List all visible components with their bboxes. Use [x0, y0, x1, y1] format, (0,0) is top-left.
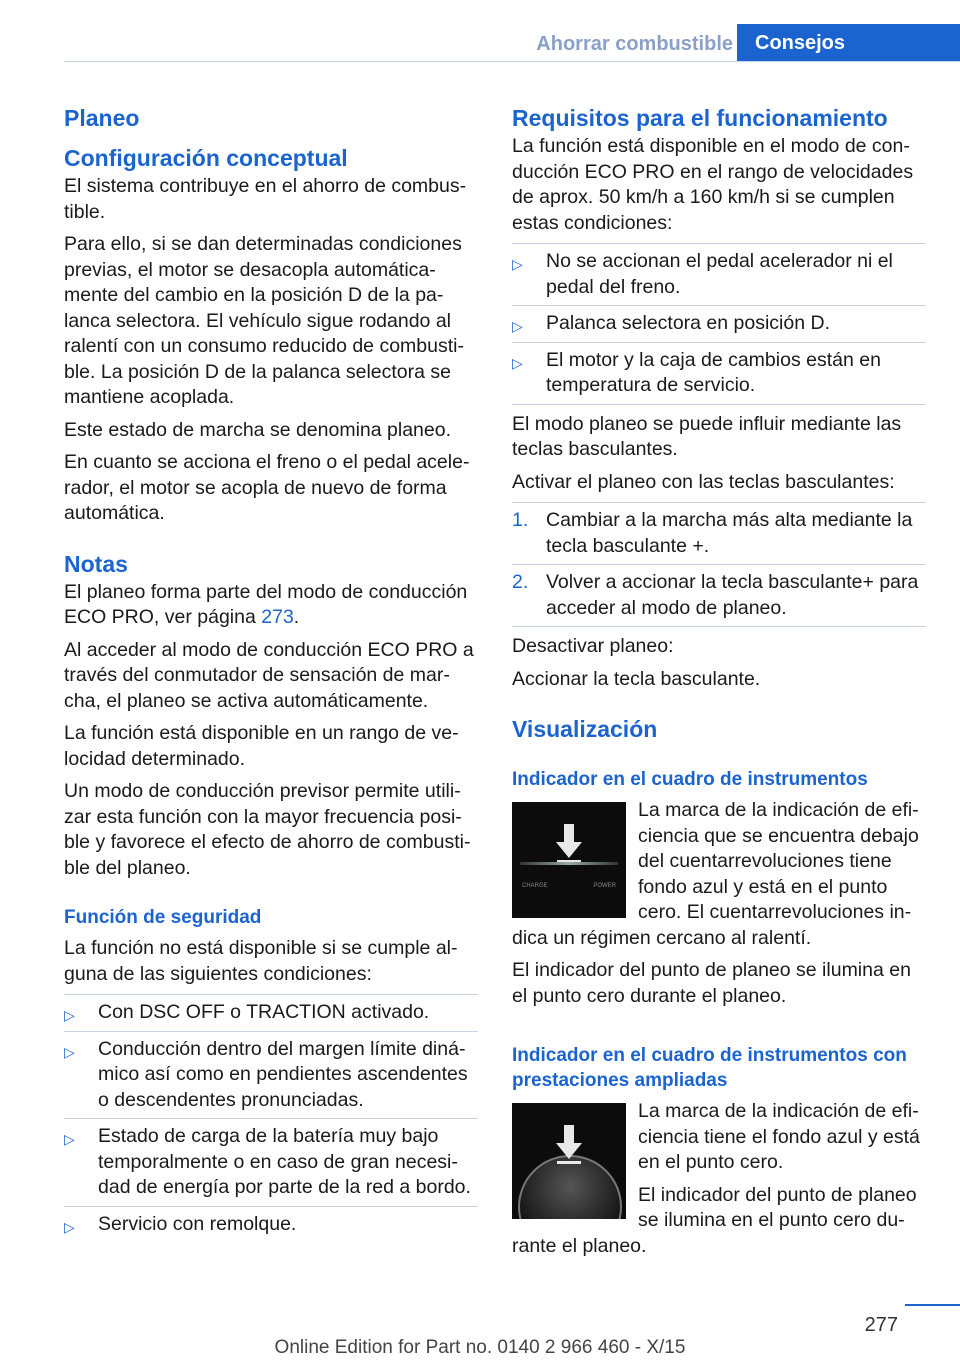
extended-cluster-image: [512, 1103, 626, 1219]
paragraph: El indicador del punto de planeo se ilumina en el punto cero durante el planeo.: [512, 959, 911, 1007]
paragraph: Activar el planeo con las teclas basculantes:: [512, 470, 895, 493]
paragraph: Este estado de marcha se denomina planeo.: [64, 418, 452, 441]
paragraph: La marca de la indicación de eficiencia que se encuentra debajo del cuentarrevoluciones tiene fondo azul y está en el punto cero. El cuentarrevoluciones indica un régimen cercano al ralentí.: [512, 799, 919, 949]
safety-conditions-list: [64, 994, 478, 1242]
triangle-bullet-icon: ▷: [64, 1007, 75, 1023]
paragraph: El modo planeo se puede influir mediante las teclas basculantes.: [512, 412, 902, 460]
paragraph: Desactivar planeo:: [512, 635, 674, 657]
down-arrow-icon: [554, 1125, 584, 1165]
triangle-bullet-icon: ▷: [512, 318, 523, 334]
left-column: [64, 96, 478, 1249]
header-section-title: Ahorrar combustible: [536, 33, 733, 55]
list-item: ▷ Con DSC OFF o TRACTION activado.: [64, 995, 478, 1032]
step-number: 2.: [512, 571, 529, 593]
paragraph: La función está disponible en el modo de conducción ECO PRO en el rango de velocidades de aprox. 50 km/h a 160 km/h si se cumplen estas condiciones:: [512, 135, 914, 234]
footer-edition: Online Edition for Part no. 0140 2 966 460 - X/15: [274, 1337, 686, 1358]
paragraph: La marca de la indicación de eficiencia tiene el fondo azul y está en el punto cero.: [638, 1100, 920, 1173]
heading-visualization: Visualización: [512, 716, 658, 742]
paragraph: Al acceder al modo de conducción ECO PRO a través del conmutador de sensación de marcha, el planeo se activa automáticamente.: [64, 638, 474, 712]
triangle-bullet-icon: ▷: [64, 1131, 75, 1147]
list-item: 2. Volver a accionar la tecla basculante+ para acceder al modo de planeo.: [512, 565, 926, 627]
paragraph: El indicador del punto de planeo se ilumina en el punto cero durante el planeo.: [512, 1183, 917, 1257]
triangle-bullet-icon: ▷: [512, 354, 523, 371]
list-item: ▷ No se accionan el pedal acelerador ni el pedal del freno.: [512, 244, 926, 306]
triangle-bullet-icon: ▷: [64, 1218, 75, 1235]
list-item: ▷ Estado de carga de la batería muy bajo temporalmente o en caso de gran necesidad de energía por parte de la red a bordo.: [64, 1119, 478, 1207]
instrument-cluster-image: [512, 802, 626, 918]
heading-notes: Notas: [64, 550, 128, 577]
paragraph: El sistema contribuye en el ahorro de combustible.: [64, 175, 467, 223]
requirements-list: [512, 243, 926, 405]
charge-label: CHARGE: [522, 883, 548, 889]
paragraph: El planeo forma parte del modo de conducción ECO PRO, ver página 273.: [64, 580, 468, 628]
header-rule: [64, 61, 960, 62]
paragraph: Un modo de conducción previsor permite utilizar esta función con la mayor frecuencia posible y favorece el efecto de ahorro de combustible del planeo.: [64, 780, 471, 879]
down-arrow-icon: [554, 824, 584, 864]
list-item: 1. Cambiar a la marcha más alta mediante la tecla basculante +.: [512, 503, 926, 565]
heading-concept: Configuración conceptual: [64, 145, 348, 171]
heading-indicator-standard: Indicador en el cuadro de instrumentos: [512, 769, 868, 790]
triangle-bullet-icon: ▷: [64, 1043, 75, 1060]
heading-indicator-extended: Indicador en el cuadro de instrumentos con prestaciones ampliadas: [512, 1045, 907, 1091]
paragraph: La función está disponible en un rango de velocidad determinado.: [64, 722, 459, 770]
list-item: ▷ El motor y la caja de cambios están en temperatura de servicio.: [512, 343, 926, 405]
steps-list: [512, 502, 926, 627]
right-column: [512, 96, 926, 1266]
triangle-bullet-icon: ▷: [512, 256, 523, 272]
heading-requirements: Requisitos para el funcionamiento: [512, 105, 888, 131]
power-label: POWER: [593, 883, 616, 889]
paragraph: Accionar la tecla basculante.: [512, 667, 761, 690]
list-item: ▷ Palanca selectora en posición D.: [512, 306, 926, 343]
paragraph: La función no está disponible si se cumple alguna de las siguientes condiciones:: [64, 937, 458, 985]
paragraph: Para ello, si se dan determinadas condiciones previas, el motor se desacopla automáticamente del cambio en la posición D de la palanca selectora. El vehículo sigue rodando al ralentí con un consumo reducido de combustible. La posición D de la palanca selectora se mantiene acoplada.: [64, 233, 464, 408]
heading-safety: Función de seguridad: [64, 907, 262, 928]
list-item: ▷ Conducción dentro del margen límite dinámico así como en pendientes ascendentes o descendentes pronunciadas.: [64, 1032, 478, 1120]
page-number-rule: [905, 1304, 960, 1306]
section-title-planeo: Planeo: [64, 105, 140, 131]
page-number: 277: [864, 1314, 898, 1336]
header-tab: Consejos: [737, 24, 960, 62]
step-number: 1.: [512, 509, 529, 531]
paragraph: En cuanto se acciona el freno o el pedal acelerador, el motor se acopla de nuevo de forma automática.: [64, 451, 470, 524]
list-item: ▷ Servicio con remolque.: [64, 1207, 478, 1243]
page-reference-link[interactable]: 273: [261, 606, 294, 628]
